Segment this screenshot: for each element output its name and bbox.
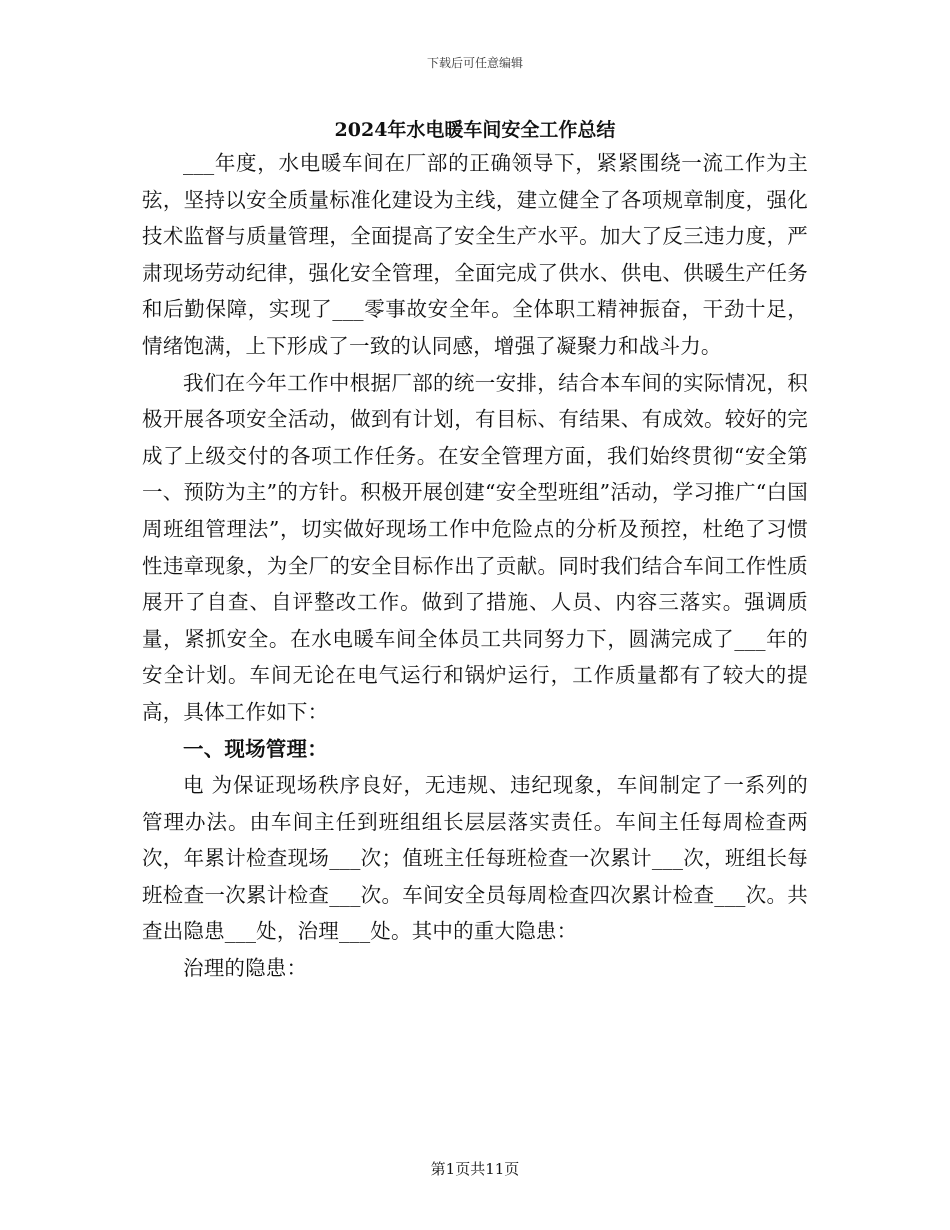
- document-body: [142, 145, 808, 987]
- document-title: 2024年水电暖车间安全工作总结: [334, 119, 616, 141]
- paragraph-hazards: 治理的隐患：: [183, 956, 308, 981]
- header-note: 下载后可任意编辑: [426, 56, 523, 70]
- page-indicator: 第1页共11页: [430, 1160, 520, 1178]
- section-heading-site-management: 一、现场管理：: [183, 736, 328, 761]
- paragraph-intro: ___年度，水电暖车间在厂部的正确领导下，紧紧围绕一流工作为主弦，坚持以安全质量标准化建设为主线，建立健全了各项规章制度，强化技术监督与质量管理，全面提高了安全生产水平。加大了反三违力度，严肃现场劳动纪律，强化安全管理，全面完成了供水、供电、供暖生产任务和后勤保障，实现了___零事故安全年。全体职工精神振奋，干劲十足，情绪饱满，上下形成了一致的认同感，增强了凝聚力和战斗力。: [142, 151, 808, 358]
- paragraph-activities: 我们在今年工作中根据厂部的统一安排，结合本车间的实际情况，积极开展各项安全活动，做到有计划，有目标、有结果、有成效。较好的完成了上级交付的各项工作任务。在安全管理方面，我们始终贯彻“安全第一、预防为主”的方针。积极开展创建“安全型班组”活动，学习推广“白国周班组管理法”，切实做好现场工作中危险点的分析及预控，杜绝了习惯性违章现象，为全厂的安全目标作出了贡献。同时我们结合车间工作性质展开了自查、自评整改工作。做到了措施、人员、内容三落实。强调质量，紧抓安全。在水电暖车间全体员工共同努力下，圆满完成了___年的安全计划。车间无论在电气运行和锅炉运行，工作质量都有了较大的提高，具体工作如下：: [142, 370, 808, 724]
- paragraph-site-management: 电 为保证现场秩序良好，无违规、违纪现象，车间制定了一系列的管理办法。由车间主任到班组组长层层落实责任。车间主任每周检查两次，年累计检查现场___次；值班主任每班检查一次累计___次，班组长每班检查一次累计检查___次。车间安全员每周检查四次累计检查___次。共查出隐患___处，治理___处。其中的重大隐患：: [142, 773, 808, 944]
